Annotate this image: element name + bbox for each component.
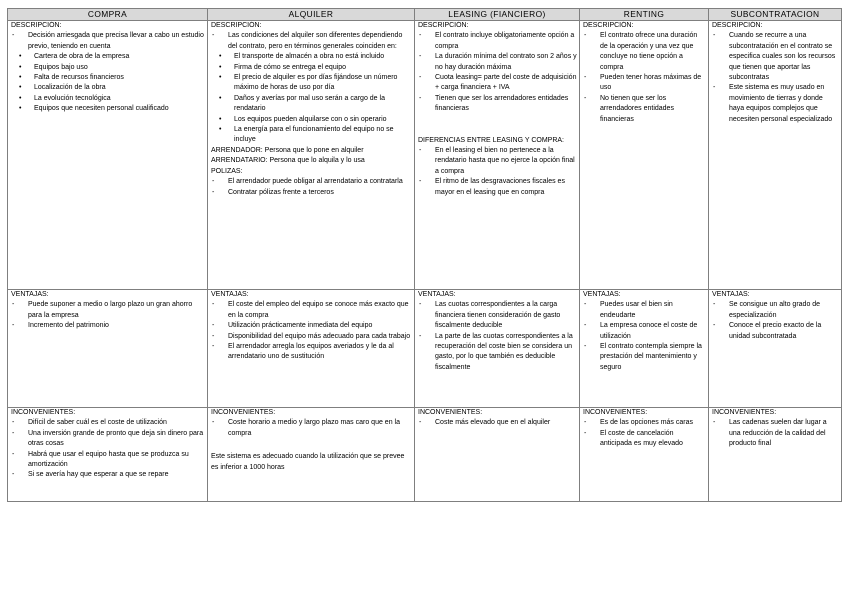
list-item: - Contratar pólizas frente a terceros bbox=[211, 188, 412, 198]
compra-advantages-label: VENTAJAS: bbox=[11, 291, 49, 298]
list-item: • Equipos que necesiten personal cualificado bbox=[11, 104, 205, 114]
list-item: - El ritmo de las desgravaciones fiscales es mayor en el leasing que en compra bbox=[418, 177, 577, 198]
list-item: - Pueden tener horas máximas de uso bbox=[583, 73, 706, 94]
list-item: • El transporte de almacén a obra no está incluido bbox=[211, 52, 412, 62]
compra-description-list bbox=[11, 31, 205, 52]
list-item: - Cuota leasing= parte del coste de adquisición + carga financiera + IVA bbox=[418, 73, 577, 94]
description-row bbox=[8, 21, 842, 290]
list-item: - Utilización prácticamente inmediata del equipo bbox=[211, 321, 412, 331]
alquiler-usage-note: Este sistema es adecuado cuando la utilización que se prevee es inferior a 1000 horas bbox=[211, 453, 405, 471]
leasing-disadvantages-list bbox=[418, 418, 577, 428]
list-item: - Una inversión grande de pronto que deja sin dinero para otras cosas bbox=[11, 429, 205, 450]
list-item: - Este sistema es muy usado en movimiento de tierras y donde haya equipos complejos que necesiten personal especializado bbox=[712, 83, 839, 125]
polizas-label: POLIZAS: bbox=[211, 167, 243, 175]
alquiler-advantages-list bbox=[211, 300, 412, 362]
compra-disadvantages-list bbox=[11, 418, 205, 480]
compra-description-cell bbox=[8, 21, 208, 290]
compra-disadvantages-label: INCONVENIENTES: bbox=[11, 409, 76, 416]
list-item: - El arrendador puede obligar al arrendatario a contratarla bbox=[211, 177, 412, 187]
header-leasing: LEASING (FIANCIERO) bbox=[415, 9, 580, 21]
list-item: • Daños y averías por mal uso serán a cargo de la rendatario bbox=[211, 94, 412, 115]
leasing-advantages-cell bbox=[415, 290, 580, 408]
subcontratacion-advantages-cell bbox=[709, 290, 842, 408]
list-item: - Las cuotas correspondientes a la carga financiera tienen consideración de gasto fiscalmente deducible bbox=[418, 300, 577, 331]
list-item: • Los equipos pueden alquilarse con o sin operario bbox=[211, 115, 412, 125]
disadvantages-row bbox=[8, 408, 842, 502]
leasing-description-label: DESCRIPCIÓN: bbox=[418, 22, 469, 29]
list-item: - Cuando se recurre a una subcontratación en el contrato se especifica cuales son los recursos que tienen que aportar las subcontratas bbox=[712, 31, 839, 83]
list-item: - Es de las opciones más caras bbox=[583, 418, 706, 428]
list-item: - El coste de cancelación anticipada es muy elevado bbox=[583, 429, 706, 450]
list-item: - Coste más elevado que en el alquiler bbox=[418, 418, 577, 428]
header-renting: RENTING bbox=[580, 9, 709, 21]
renting-description-cell bbox=[580, 21, 709, 290]
leasing-differences-title: DIFERENCIAS ENTRE LEASING Y COMPRA: bbox=[418, 136, 564, 144]
list-item: - En el leasing el bien no pertenece a la rendatario hasta que no ejerce la opción final a compra bbox=[418, 146, 577, 177]
subcontratacion-advantages-list bbox=[712, 300, 839, 342]
leasing-advantages-list bbox=[418, 300, 577, 373]
leasing-description-cell bbox=[415, 21, 580, 290]
leasing-differences-list bbox=[418, 146, 577, 198]
alquiler-disadvantages-list bbox=[211, 418, 412, 439]
renting-disadvantages-cell bbox=[580, 408, 709, 502]
list-item: - La parte de las cuotas correspondientes a la recuperación del coste bien se considera un gasto, por lo que también es deducible fiscalmente bbox=[418, 332, 577, 374]
alquiler-conditions-list bbox=[211, 52, 412, 146]
header-compra: COMPRA bbox=[8, 9, 208, 21]
subcontratacion-description-list bbox=[712, 31, 839, 125]
list-item: - La duración mínima del contrato son 2 años y no hay duración máxima bbox=[418, 52, 577, 73]
compra-advantages-list bbox=[11, 300, 205, 331]
leasing-advantages-label: VENTAJAS: bbox=[418, 291, 456, 298]
header-row bbox=[8, 9, 842, 21]
comparison-table bbox=[7, 8, 842, 502]
alquiler-disadvantages-label: INCONVENIENTES: bbox=[211, 409, 276, 416]
compra-description-label: DESCRIPCIÓN: bbox=[11, 22, 62, 29]
leasing-disadvantages-label: INCONVENIENTES: bbox=[418, 409, 483, 416]
list-item: - Las condiciones del alquiler son diferentes dependiendo del contrato, pero en términos generales coinciden en: bbox=[211, 31, 412, 52]
list-item: - Habrá que usar el equipo hasta que se produzca su amortización bbox=[11, 450, 205, 471]
advantages-row bbox=[8, 290, 842, 408]
subcontratacion-advantages-label: VENTAJAS: bbox=[712, 291, 750, 298]
renting-advantages-list bbox=[583, 300, 706, 373]
list-item: - El contrato incluye obligatoriamente opción a compra bbox=[418, 31, 577, 52]
subcontratacion-disadvantages-cell bbox=[709, 408, 842, 502]
renting-advantages-cell bbox=[580, 290, 709, 408]
renting-description-list bbox=[583, 31, 706, 125]
list-item: - El contrato contempla siempre la prestación del mantenimiento y seguro bbox=[583, 342, 706, 373]
renting-disadvantages-label: INCONVENIENTES: bbox=[583, 409, 648, 416]
subcontratacion-description-label: DESCRIPCIÓN: bbox=[712, 22, 763, 29]
list-item: • La evolución tecnológica bbox=[11, 94, 205, 104]
alquiler-disadvantages-cell bbox=[208, 408, 415, 502]
subcontratacion-description-cell bbox=[709, 21, 842, 290]
subcontratacion-disadvantages-label: INCONVENIENTES: bbox=[712, 409, 777, 416]
header-subcontratacion: SUBCONTRATACION bbox=[709, 9, 842, 21]
list-item: - Disponibilidad del equipo más adecuado para cada trabajo bbox=[211, 332, 412, 342]
list-item: - Puede suponer a medio o largo plazo un gran ahorro para la empresa bbox=[11, 300, 205, 321]
list-item: - Las cadenas suelen dar lugar a una reducción de la calidad del producto final bbox=[712, 418, 839, 449]
arrendatario-definition: ARRENDATARIO: Persona que lo alquila y lo usa bbox=[211, 157, 365, 165]
subcontratacion-disadvantages-list bbox=[712, 418, 839, 449]
list-item: - Conoce el precio exacto de la unidad subcontratada bbox=[712, 321, 839, 342]
renting-disadvantages-list bbox=[583, 418, 706, 449]
polizas-list bbox=[211, 177, 412, 198]
list-item: - La empresa conoce el coste de utilización bbox=[583, 321, 706, 342]
list-item: - No tienen que ser los arrendadores entidades financieras bbox=[583, 94, 706, 125]
alquiler-description-list bbox=[211, 31, 412, 52]
list-item: • Localización de la obra bbox=[11, 83, 205, 93]
list-item: - El contrato ofrece una duración de la operación y una vez que concluye no tiene opción a compra bbox=[583, 31, 706, 73]
list-item: • Cartera de obra de la empresa bbox=[11, 52, 205, 62]
list-item: - Puedes usar el bien sin endeudarte bbox=[583, 300, 706, 321]
leasing-disadvantages-cell bbox=[415, 408, 580, 502]
list-item: - El arrendador arregla los equipos averiados y le da al arrendatario uno de sustitución bbox=[211, 342, 412, 363]
renting-advantages-label: VENTAJAS: bbox=[583, 291, 621, 298]
alquiler-advantages-cell bbox=[208, 290, 415, 408]
list-item: • Equipos bajo uso bbox=[11, 63, 205, 73]
list-item: - Tienen que ser los arrendadores entidades financieras bbox=[418, 94, 577, 115]
list-item: - El coste del empleo del equipo se conoce más exacto que en la compra bbox=[211, 300, 412, 321]
list-item: • La energía para el funcionamiento del equipo no se incluye bbox=[211, 125, 412, 146]
list-item: - Si se avería hay que esperar a que se repare bbox=[11, 470, 205, 480]
alquiler-advantages-label: VENTAJAS: bbox=[211, 291, 249, 298]
list-item: - Incremento del patrimonio bbox=[11, 321, 205, 331]
list-item: • El precio de alquiler es por días fijándose un número máximo de horas de uso por día bbox=[211, 73, 412, 94]
list-item: • Falta de recursos financieros bbox=[11, 73, 205, 83]
list-item: • Firma de cómo se entrega el equipo bbox=[211, 63, 412, 73]
header-alquiler: ALQUILER bbox=[208, 9, 415, 21]
compra-criteria-list bbox=[11, 52, 205, 114]
comparison-document bbox=[7, 8, 842, 502]
list-item: - Difícil de saber cuál es el coste de utilización bbox=[11, 418, 205, 428]
leasing-description-list bbox=[418, 31, 577, 114]
alquiler-description-cell bbox=[208, 21, 415, 290]
list-item: - Se consigue un alto grado de especialización bbox=[712, 300, 839, 321]
alquiler-description-label: DESCRIPCIÓN: bbox=[211, 22, 262, 29]
compra-advantages-cell bbox=[8, 290, 208, 408]
list-item: - Decisión arriesgada que precisa llevar a cabo un estudio previo, teniendo en cuenta bbox=[11, 31, 205, 52]
arrendador-definition: ARRENDADOR: Persona que lo pone en alquiler bbox=[211, 146, 364, 154]
list-item: - Coste horario a medio y largo plazo mas caro que en la compra bbox=[211, 418, 412, 439]
compra-disadvantages-cell bbox=[8, 408, 208, 502]
renting-description-label: DESCRIPCIÓN: bbox=[583, 22, 634, 29]
